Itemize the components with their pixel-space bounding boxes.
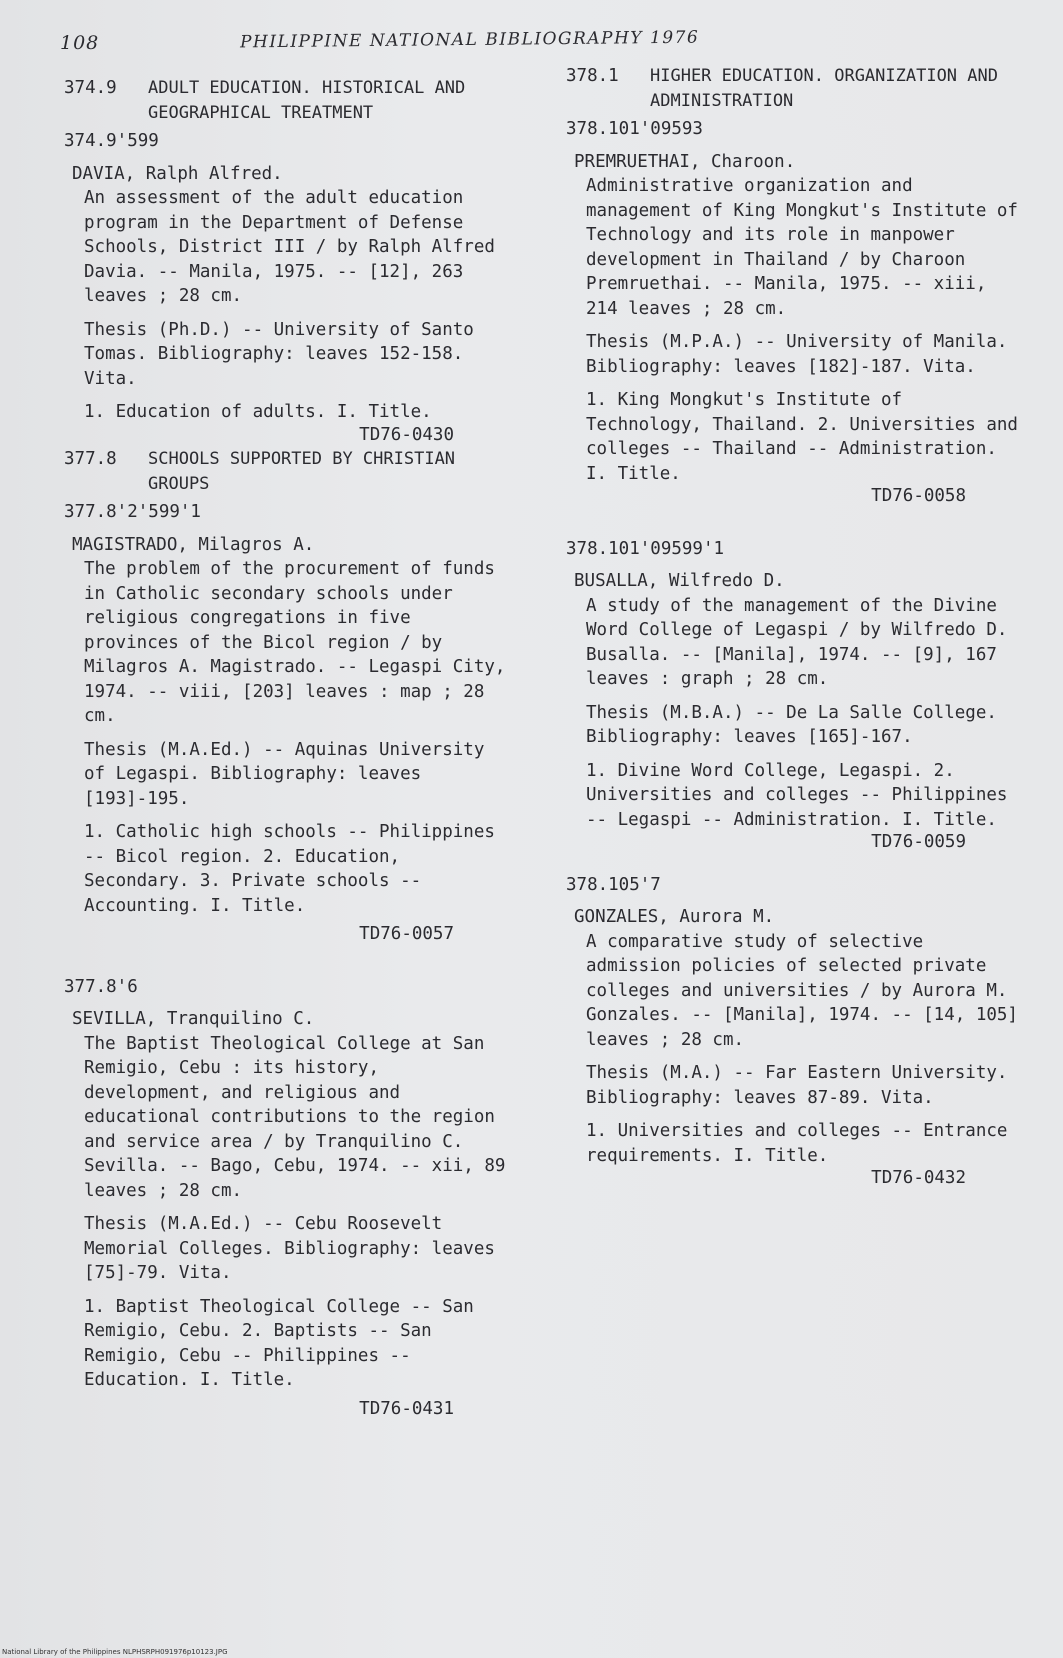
entry-notes: Thesis (M.A.Ed.) -- Aquinas University of Legaspi. Bibliography: leaves [193]-195.: [84, 739, 485, 809]
entry-subjects: 1. Catholic high schools -- Philippines -- Bicol region. 2. Education, Secondary. 3. Private schools -- Accounting. I. Title.: [84, 822, 495, 916]
entry-subjects: 1. Baptist Theological College -- San Remigio, Cebu. 2. Baptists -- San Remigio, Cebu -- Philippines -- Education. I. Title.: [84, 1296, 474, 1390]
entry-subjects: 1. Divine Word College, Legaspi. 2. Universities and colleges -- Philippines -- Legaspi -- Administration. I. Title.: [586, 760, 1008, 830]
subject-class-number: 377.8: [64, 449, 117, 469]
entry-control-number: TD76-0430: [359, 424, 454, 445]
entry-notes: Thesis (M.A.Ed.) -- Cebu Roosevelt Memorial Colleges. Bibliography: leaves [75]-79. Vita.: [84, 1214, 495, 1283]
catalog-entry: [566, 873, 1036, 1191]
entry-class-number: 377.8'2'599'1: [64, 502, 201, 522]
entry-author: SEVILLA, Tranquilino C.: [72, 1009, 315, 1029]
entry-title: A comparative study of selective admission policies of selected private colleges and universities / by Aurora M. Gonzales. -- [Manila], 1974. -- [14, 105] leaves ; 28 cm.: [586, 931, 1018, 1050]
subject-heading-377-8: [64, 447, 524, 496]
right-column: [566, 64, 1036, 1191]
page-number: 108: [60, 32, 100, 54]
left-column: [64, 76, 524, 1421]
catalog-entry: [64, 500, 524, 947]
entry-author: PREMRUETHAI, Charoon.: [574, 151, 796, 172]
subject-label: ADULT EDUCATION. HISTORICAL AND GEOGRAPHICAL TREATMENT: [148, 78, 466, 123]
entry-title: A study of the management of the Divine Word College of Legaspi / by Wilfredo D. Busalla. -- [Manila], 1974. -- [9], 167 leaves : graph ; 28 cm.: [586, 595, 1008, 689]
entry-control-number: TD76-0059: [871, 832, 966, 852]
entry-class-number: 377.8'6: [64, 976, 138, 997]
entry-title: The Baptist Theological College at San Remigio, Cebu : its history, development, and religious and educational contributions to the region and service area / by Tranquilino C. Sevilla. -- Bago, Cebu, 1974. -- xii, 89 leaves ; 28 cm.: [84, 1033, 506, 1201]
subject-heading-378-1: [566, 64, 1036, 113]
entry-class-number: 378.105'7: [566, 874, 661, 895]
subject-heading-374-9: [64, 76, 524, 125]
entry-notes: Thesis (M.B.A.) -- De La Salle College. Bibliography: leaves [165]-167.: [586, 702, 997, 747]
entry-control-number: TD76-0431: [359, 1398, 454, 1419]
entry-title: The problem of the procurement of funds in Catholic secondary schools under religious congregations in five provinces of the Bicol region / by Milagros A. Magistrado. -- Legaspi City, 1974. -- viii, [203] leaves : map ; 28 cm.: [84, 559, 506, 726]
entry-control-number: TD76-0057: [359, 924, 454, 944]
entry-notes: Thesis (M.P.A.) -- University of Manila. Bibliography: leaves [182]-187. Vita.: [586, 332, 1008, 377]
entry-title: An assessment of the adult education program in the Department of Defense Schools, District III / by Ralph Alfred Davia. -- Manila, 1975. -- [12], 263 leaves ; 28 cm.: [84, 188, 495, 306]
entry-author: BUSALLA, Wilfredo D.: [574, 571, 785, 591]
page-header: [60, 27, 1020, 60]
entry-title: Administrative organization and management of King Mongkut's Institute of Technology and its role in manpower development in Thailand / by Charoon Premruethai. -- Manila, 1975. -- xiii, 214 leaves ; 28 cm.: [586, 176, 1018, 319]
running-title: PHILIPPINE NATIONAL BIBLIOGRAPHY 1976: [239, 27, 700, 53]
entry-control-number: TD76-0432: [871, 1168, 966, 1188]
catalog-entry: [64, 129, 524, 447]
subject-label: SCHOOLS SUPPORTED BY CHRISTIAN GROUPS: [148, 449, 456, 494]
entry-class-number: 374.9'599: [64, 131, 159, 151]
subject-class-number: 374.9: [64, 78, 117, 98]
catalog-entry: [64, 975, 524, 1422]
entry-author: MAGISTRADO, Milagros A.: [72, 534, 315, 555]
entry-subjects: 1. King Mongkut's Institute of Technology, Thailand. 2. Universities and colleges -- Thailand -- Administration. I. Title.: [586, 390, 1018, 484]
scan-imprint: National Library of the Philippines NLPHSRPH091976p10123.JPG: [2, 1648, 228, 1656]
entry-notes: Thesis (Ph.D.) -- University of Santo Tomas. Bibliography: leaves 152-158. Vita.: [84, 319, 474, 389]
entry-class-number: 378.101'09593: [566, 119, 703, 139]
entry-control-number: TD76-0058: [871, 486, 966, 506]
entry-notes: Thesis (M.A.) -- Far Eastern University. Bibliography: leaves 87-89. Vita.: [586, 1063, 1008, 1108]
subject-class-number: 378.1: [566, 66, 619, 86]
catalog-entry: [566, 117, 1036, 509]
entry-subjects: 1. Universities and colleges -- Entrance requirements. I. Title.: [586, 1121, 1008, 1166]
entry-subjects: 1. Education of adults. I. Title.: [84, 402, 432, 422]
entry-author: DAVIA, Ralph Alfred.: [72, 163, 283, 184]
catalog-entry: [566, 537, 1036, 855]
entry-author: GONZALES, Aurora M.: [574, 907, 775, 927]
subject-label: HIGHER EDUCATION. ORGANIZATION AND ADMINISTRATION: [650, 66, 998, 111]
entry-class-number: 378.101'09599'1: [566, 538, 725, 559]
